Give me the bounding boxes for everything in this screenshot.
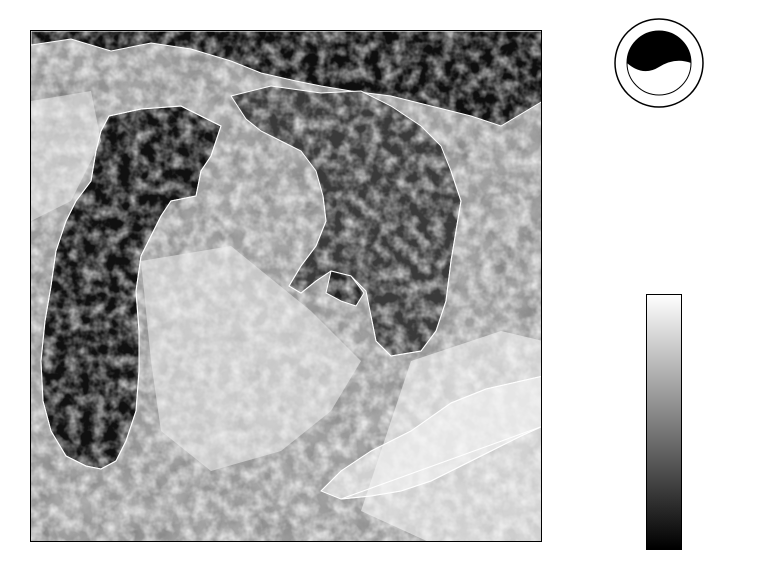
satellite-image-map (30, 30, 542, 542)
reflectance-colorbar (646, 294, 682, 550)
datetime-label (555, 163, 770, 174)
noaa-logo-icon (613, 17, 705, 109)
